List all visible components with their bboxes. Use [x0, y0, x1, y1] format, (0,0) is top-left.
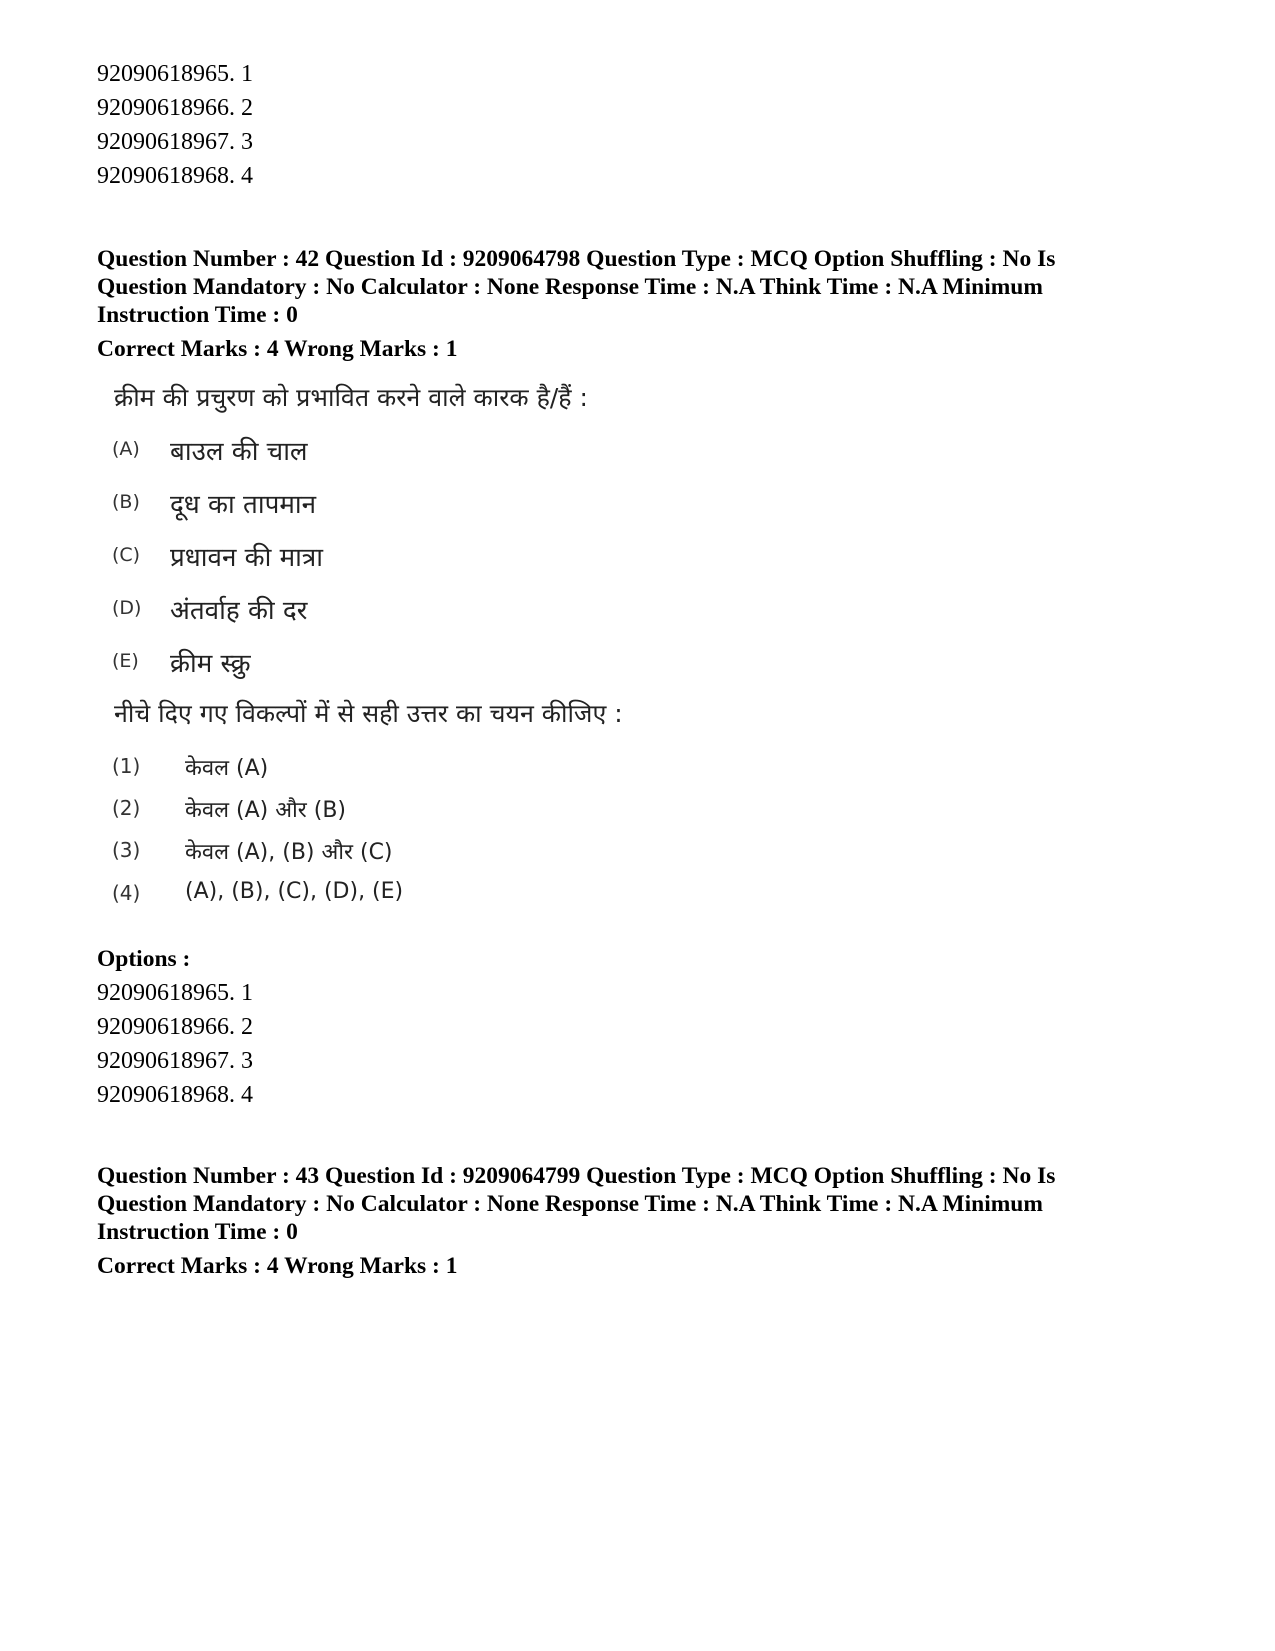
question-header-line: Question Number : 42 Question Id : 9209064798 Question Type : MCQ Option Shuffling : No Is: [97, 246, 1056, 272]
option-line: 92090618965. 1: [97, 61, 253, 87]
statement-label: (C): [112, 544, 141, 566]
option-line: 92090618967. 3: [97, 129, 253, 155]
choice-text: (A), (B), (C), (D), (E): [185, 879, 404, 904]
statement-text: प्रधावन की मात्रा: [170, 543, 324, 573]
statement-label: (B): [112, 491, 140, 513]
choice-number: (1): [112, 754, 141, 778]
question-header: [97, 245, 1177, 329]
option-line: 92090618968. 4: [97, 163, 253, 189]
statement-label: (E): [112, 650, 139, 672]
option-line: 92090618965. 1: [97, 980, 253, 1006]
choice-text: केवल (A), (B) और (C): [185, 840, 393, 865]
marks-line: Correct Marks : 4 Wrong Marks : 1: [97, 336, 458, 362]
statement-text: क्रीम स्क्रु: [170, 649, 251, 679]
question-instruction: नीचे दिए गए विकल्पों में से सही उत्तर का चयन कीजिए :: [114, 699, 623, 728]
question-header-line: Question Mandatory : No Calculator : None Response Time : N.A Think Time : N.A Minimum: [97, 274, 1043, 300]
statement-text: दूध का तापमान: [170, 490, 317, 520]
question-header-line: Instruction Time : 0: [97, 1219, 298, 1245]
question-header: [97, 1162, 1177, 1246]
option-line: 92090618967. 3: [97, 1048, 253, 1074]
choice-number: (3): [112, 838, 141, 862]
options-label: Options :: [97, 946, 191, 972]
statement-text: अंतर्वाह की दर: [170, 596, 308, 626]
statement-label: (A): [112, 438, 140, 460]
marks-line: Correct Marks : 4 Wrong Marks : 1: [97, 1253, 458, 1279]
choice-text: केवल (A): [185, 756, 269, 781]
question-header-line: Instruction Time : 0: [97, 302, 298, 328]
option-line: 92090618968. 4: [97, 1082, 253, 1108]
choice-number: (2): [112, 796, 141, 820]
question-body: [112, 380, 672, 920]
option-line: 92090618966. 2: [97, 95, 253, 121]
question-stem: क्रीम की प्रचुरण को प्रभावित करने वाले कारक है/हैं :: [114, 383, 588, 412]
choice-number: (4): [112, 881, 141, 905]
statement-label: (D): [112, 597, 142, 619]
option-line: 92090618966. 2: [97, 1014, 253, 1040]
choice-text: केवल (A) और (B): [185, 798, 347, 823]
statement-text: बाउल की चाल: [170, 437, 308, 467]
question-header-line: Question Number : 43 Question Id : 9209064799 Question Type : MCQ Option Shuffling : No Is: [97, 1163, 1056, 1189]
question-header-line: Question Mandatory : No Calculator : None Response Time : N.A Think Time : N.A Minimum: [97, 1191, 1043, 1217]
